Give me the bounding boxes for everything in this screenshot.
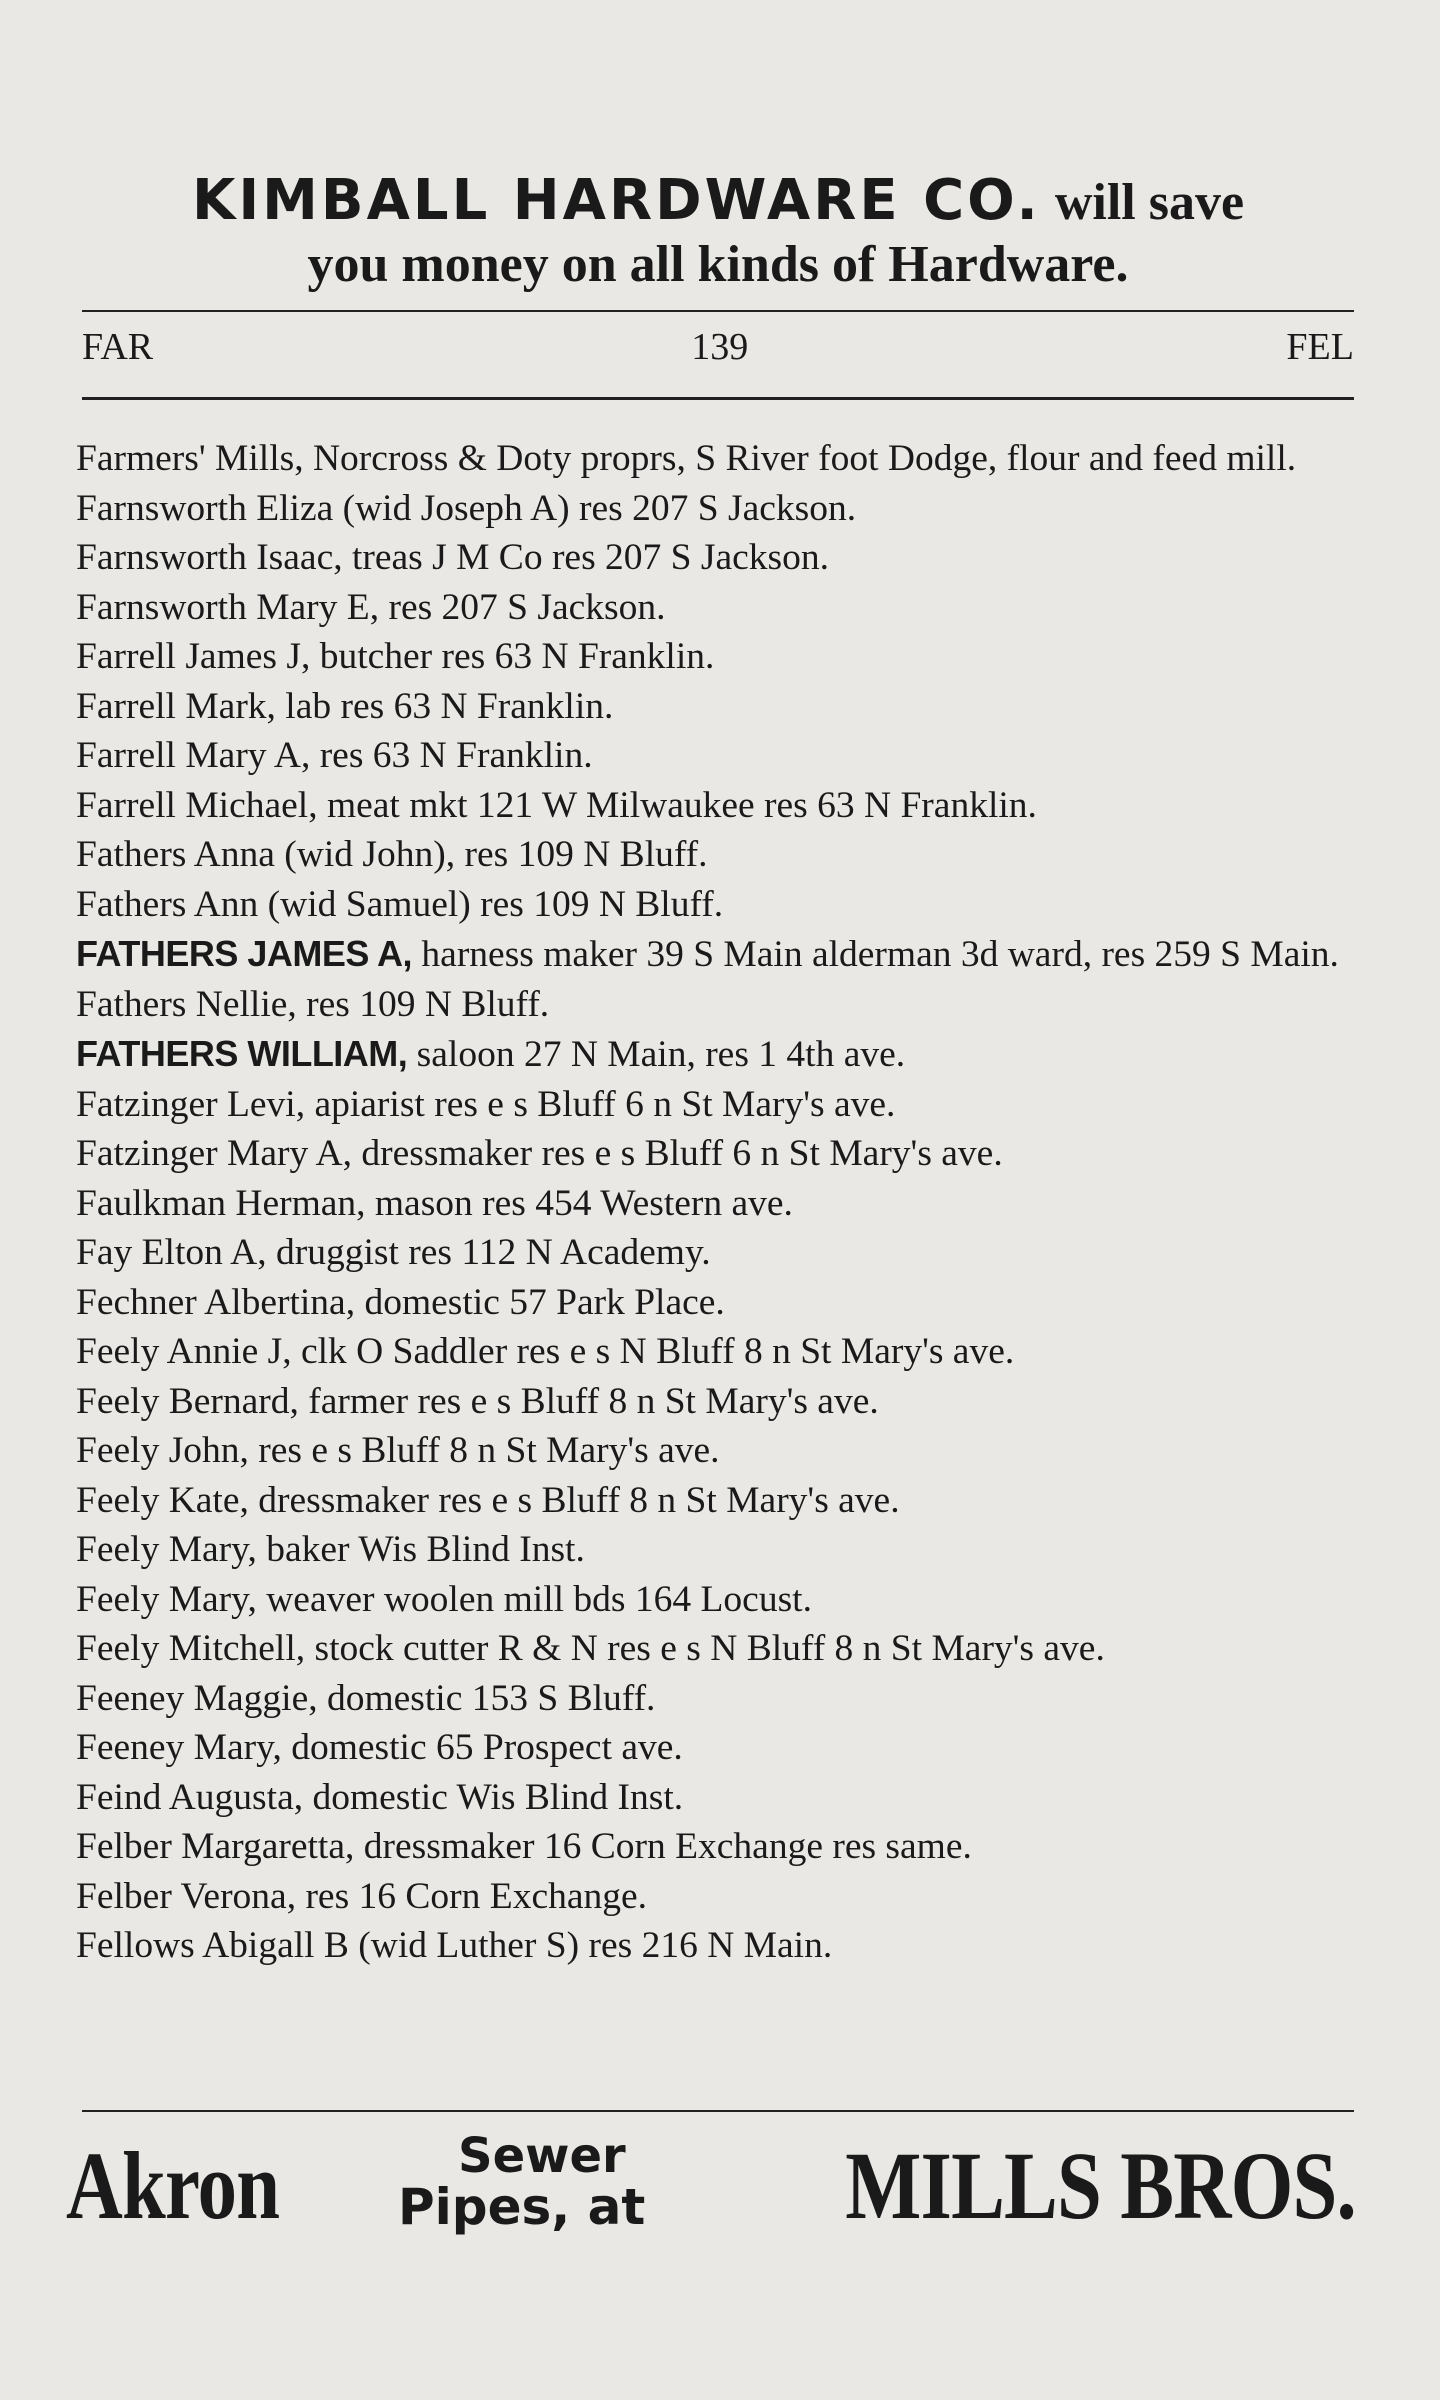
bottom-advertisement	[66, 2130, 1356, 2250]
directory-entry	[76, 1278, 1356, 1328]
directory-entry	[76, 1674, 1356, 1724]
directory-entry	[76, 929, 1356, 980]
directory-entry	[76, 830, 1356, 880]
directory-entry	[76, 1575, 1356, 1625]
entry-text: Fellows Abigall B (wid Luther S) res 216 N Main.	[76, 1925, 833, 1966]
ad-brand: KIMBALL HARDWARE CO.	[191, 168, 1041, 233]
entry-text: Fay Elton A, druggist res 112 N Academy.	[76, 1232, 711, 1273]
ad-mills-bros: MILLS BROS.	[845, 2132, 1356, 2239]
directory-entry	[76, 434, 1356, 484]
entry-text: Fatzinger Levi, apiarist res e s Bluff 6 n St Mary's ave.	[76, 1083, 896, 1125]
directory-entry	[76, 1624, 1356, 1674]
directory-entry	[76, 1525, 1356, 1575]
entry-text: Felber Margaretta, dressmaker 16 Corn Exchange res same.	[76, 1826, 972, 1867]
directory-entry	[76, 731, 1356, 781]
entry-text: harness maker 39 S Main alderman 3d ward, res 259 S Main.	[412, 934, 1339, 975]
directory-entry	[76, 1029, 1356, 1080]
entry-text: Farnsworth Mary E, res 207 S Jackson.	[76, 586, 666, 628]
ad-sewer: Sewer	[458, 2128, 626, 2184]
entry-text: Fathers Anna (wid John), res 109 N Bluff.	[76, 834, 708, 875]
entry-text: Faulkman Herman, mason res 454 Western ave.	[76, 1182, 793, 1224]
directory-entry	[76, 1129, 1356, 1179]
entry-text: Fathers Nellie, res 109 N Bluff.	[76, 983, 550, 1025]
entry-text: Felber Verona, res 16 Corn Exchange.	[76, 1875, 648, 1917]
directory-entry	[76, 880, 1356, 930]
entry-text: Farrell Mark, lab res 63 N Franklin.	[76, 685, 614, 727]
directory-entry	[76, 1723, 1356, 1773]
directory-entry	[76, 1377, 1356, 1427]
directory-entry	[76, 1426, 1356, 1476]
header-rule-top	[82, 310, 1354, 312]
footer-rule	[82, 2110, 1354, 2112]
entry-text: Feely Mitchell, stock cutter R & N res e s N Bluff 8 n St Mary's ave.	[76, 1628, 1105, 1669]
entry-text: saloon 27 N Main, res 1 4th ave.	[407, 1034, 906, 1075]
entry-text: Feind Augusta, domestic Wis Blind Inst.	[76, 1776, 684, 1818]
directory-entry	[76, 1476, 1356, 1526]
entry-text: Feely Mary, baker Wis Blind Inst.	[76, 1529, 585, 1570]
ad-tail: will save	[1054, 174, 1245, 231]
ad-sewer-pipes	[398, 2128, 646, 2236]
directory-entry	[76, 1228, 1356, 1278]
entry-text: Farnsworth Eliza (wid Joseph A) res 207 S Jackson.	[76, 487, 857, 529]
entry-text: Farrell James J, butcher res 63 N Franklin.	[76, 636, 715, 677]
entry-text: Feeney Maggie, domestic 153 S Bluff.	[76, 1677, 656, 1719]
directory-entry	[76, 682, 1356, 732]
entry-bold-name: FATHERS JAMES A,	[76, 933, 413, 974]
entry-text: Feely Kate, dressmaker res e s Bluff 8 n St Mary's ave.	[76, 1479, 900, 1521]
entry-text: Fechner Albertina, domestic 57 Park Place.	[76, 1281, 725, 1323]
directory-entry	[76, 1080, 1356, 1130]
directory-entry	[76, 1921, 1356, 1971]
directory-entry	[76, 632, 1356, 682]
entry-text: Feely Bernard, farmer res e s Bluff 8 n St Mary's ave.	[76, 1380, 879, 1422]
running-head-right: FEL	[1286, 326, 1354, 368]
directory-entry	[76, 1822, 1356, 1872]
directory-entry	[76, 583, 1356, 633]
top-advertisement	[78, 168, 1358, 295]
entry-text: Farrell Michael, meat mkt 121 W Milwaukee res 63 N Franklin.	[76, 784, 1037, 826]
page-number: 139	[691, 326, 749, 368]
directory-entry	[76, 781, 1356, 831]
entry-text: Farrell Mary A, res 63 N Franklin.	[76, 735, 593, 776]
directory-entry	[76, 1773, 1356, 1823]
entry-text: Fatzinger Mary A, dressmaker res e s Bluff 6 n St Mary's ave.	[76, 1133, 1003, 1174]
directory-entries	[76, 434, 1356, 1971]
header-rule-bottom	[82, 397, 1354, 400]
ad-line-2: you money on all kinds of Hardware.	[307, 236, 1129, 294]
entry-text: Feely Mary, weaver woolen mill bds 164 Locust.	[76, 1578, 812, 1620]
directory-entry	[76, 1179, 1356, 1229]
entry-text: Farmers' Mills, Norcross & Doty proprs, S River foot Dodge, flour and feed mill.	[76, 438, 1297, 479]
directory-entry	[76, 980, 1356, 1030]
entry-bold-name: FATHERS WILLIAM,	[76, 1033, 408, 1074]
entry-text: Farnsworth Isaac, treas J M Co res 207 S Jackson.	[76, 537, 830, 578]
directory-entry	[76, 484, 1356, 534]
directory-entry	[76, 533, 1356, 583]
entry-text: Feely Annie J, clk O Saddler res e s N Bluff 8 n St Mary's ave.	[76, 1331, 1015, 1372]
entry-text: Fathers Ann (wid Samuel) res 109 N Bluff.	[76, 883, 724, 925]
entry-text: Feely John, res e s Bluff 8 n St Mary's ave.	[76, 1430, 720, 1471]
ad-line-1	[78, 168, 1358, 234]
ad-pipes: Pipes, at	[398, 2178, 646, 2236]
entry-text: Feeney Mary, domestic 65 Prospect ave.	[76, 1727, 683, 1768]
ad-akron: Akron	[66, 2132, 280, 2239]
running-head-left: FAR	[82, 326, 154, 368]
running-head	[82, 325, 1354, 369]
directory-entry	[76, 1327, 1356, 1377]
directory-entry	[76, 1872, 1356, 1922]
